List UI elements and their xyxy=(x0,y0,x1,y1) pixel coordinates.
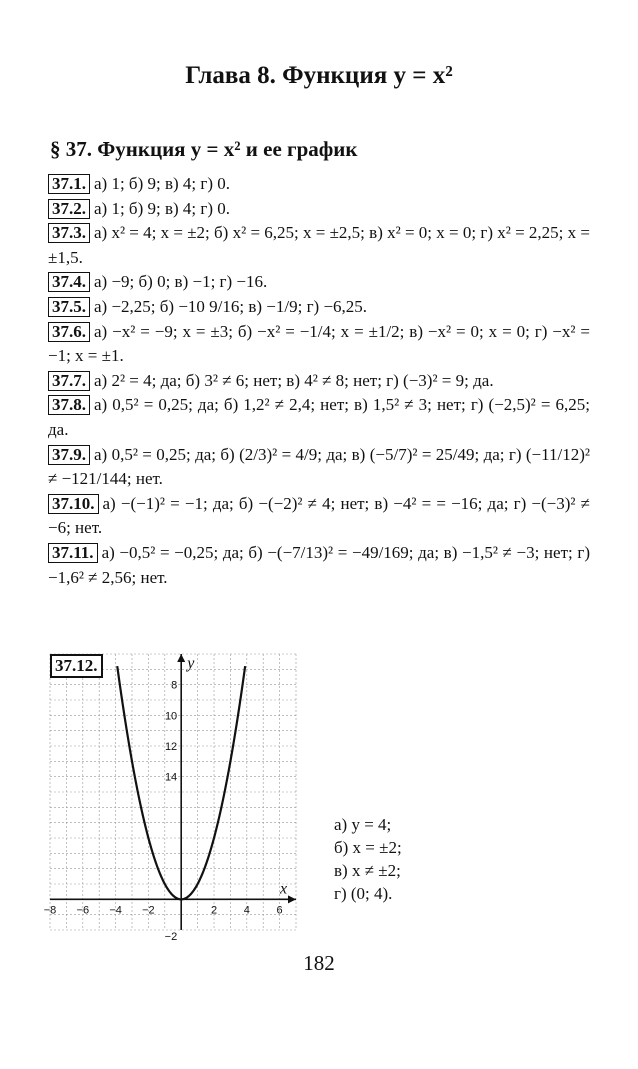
parabola-graph xyxy=(43,652,298,943)
x-tick-label: 2 xyxy=(210,904,218,917)
problem-answer: а) −x² = −9; x = ±3; б) −x² = −1/4; x = ±1/2; в) −x² = 0; x = 0; г) −x² = −1; x = ±1. xyxy=(48,321,590,366)
answer-line: в) x ≠ ±2; xyxy=(334,861,401,880)
problem-37-6 xyxy=(48,320,590,369)
answer-line: б) x = ±2; xyxy=(334,838,402,857)
x-axis-arrow xyxy=(288,895,296,903)
x-tick-label: −4 xyxy=(109,904,122,917)
y-tick-label: 8 xyxy=(171,679,178,692)
y-axis-label: y xyxy=(187,655,195,672)
y-tick-label: 10 xyxy=(164,710,178,723)
problem-number: 37.11. xyxy=(48,543,98,563)
problem-number: 37.12. xyxy=(50,654,103,678)
problem-37-7 xyxy=(48,369,590,394)
problem-37-2 xyxy=(48,197,590,222)
problem-37-9 xyxy=(48,443,590,492)
problem-number: 37.3. xyxy=(48,223,90,243)
problem-answer: а) −9; б) 0; в) −1; г) −16. xyxy=(94,272,268,292)
problem-37-5 xyxy=(48,295,590,320)
problem-37-11 xyxy=(48,541,590,590)
problem-37-10 xyxy=(48,492,590,541)
problem-answer: а) x² = 4; x = ±2; б) x² = 6,25; x = ±2,5; в) x² = 0; x = 0; г) x² = 2,25; x = ±1,5. xyxy=(48,223,590,267)
problem-list xyxy=(48,172,590,590)
x-axis-label: x xyxy=(280,880,288,898)
below-origin-label: −2 xyxy=(164,931,178,943)
problem-answer: а) 1; б) 9; в) 4; г) 0. xyxy=(94,198,231,218)
problem-37-4 xyxy=(48,270,590,295)
x-tick-label: −8 xyxy=(43,904,57,917)
problem-number: 37.10. xyxy=(48,494,99,514)
section-title: § 37. Функция y = x² и ее график xyxy=(50,137,358,161)
problem-answer: а) −0,5² = −0,25; да; б) −(−7/13)² = −49/169; да; в) −1,5² ≠ −3; нет; г) −1,6² ≠ 2,56; нет. xyxy=(48,542,590,587)
problem-number: 37.9. xyxy=(48,445,90,465)
answer-line: а) y = 4; xyxy=(334,815,392,834)
page-number: 182 xyxy=(303,951,335,975)
problem-answer: а) −(−1)² = −1; да; б) −(−2)² ≠ 4; нет; в) −4² = = −16; да; г) −(−3)² ≠ −6; нет. xyxy=(48,493,590,538)
problem-number: 37.5. xyxy=(48,297,90,317)
problem-answer: а) 2² = 4; да; б) 3² ≠ 6; нет; в) 4² ≠ 8; нет; г) (−3)² = 9; да. xyxy=(94,370,494,390)
problem-number: 37.1. xyxy=(48,174,90,194)
problem-number: 37.6. xyxy=(48,322,90,342)
x-tick-label: 4 xyxy=(243,904,250,917)
problem-37-1 xyxy=(48,172,590,197)
problem-number: 37.2. xyxy=(48,199,90,219)
grid xyxy=(50,654,296,930)
problem-answer: а) 1; б) 9; в) 4; г) 0. xyxy=(94,174,231,193)
problem-number: 37.8. xyxy=(48,395,90,415)
problem-37-3 xyxy=(48,221,590,270)
problem-answer: а) 0,5² = 0,25; да; б) 1,2² ≠ 2,4; нет; в) 1,5² ≠ 3; нет; г) (−2,5)² = 6,25; да. xyxy=(48,395,590,439)
chapter-title: Глава 8. Функция y = x² xyxy=(185,62,453,89)
x-tick-label: 6 xyxy=(276,904,283,917)
parabola-plot xyxy=(43,652,298,943)
y-tick-label: 12 xyxy=(164,741,178,753)
answer-line: г) (0; 4). xyxy=(334,884,393,903)
problem-answer: а) 0,5² = 0,25; да; б) (2/3)² = 4/9; да; в) (−5/7)² = 25/49; да; г) (−11/12)² ≠ −121/144; нет. xyxy=(48,444,590,489)
problem-answer: а) −2,25; б) −10 9/16; в) −1/9; г) −6,25. xyxy=(94,296,368,316)
problem-number: 37.7. xyxy=(48,371,90,391)
graph-answers xyxy=(334,813,402,905)
x-tick-label: −2 xyxy=(142,904,155,917)
problem-number: 37.4. xyxy=(48,272,90,292)
y-axis-arrow xyxy=(177,654,185,662)
problem-37-8 xyxy=(48,393,590,442)
x-tick-label: −6 xyxy=(76,904,90,917)
y-tick-label: 14 xyxy=(164,771,178,784)
